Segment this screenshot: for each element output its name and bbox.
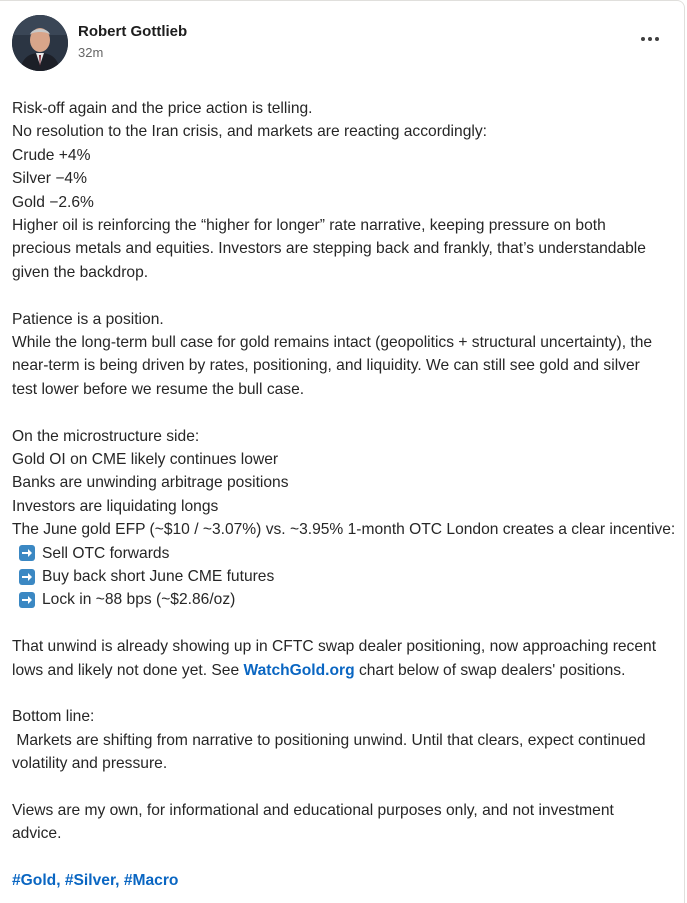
right-arrow-icon: [19, 569, 35, 585]
paragraph-gap: [12, 612, 676, 635]
text-line: given the backdrop.: [12, 263, 149, 281]
hashtag-separator: ,: [115, 872, 124, 890]
text-line: Gold OI on CME likely continues lower: [12, 451, 279, 469]
hashtag-row: [12, 869, 676, 892]
bullet-text: Lock in ~88 bps (~$2.86/oz): [42, 591, 236, 609]
text-line: Silver −4%: [12, 170, 87, 188]
text-line: Markets are shifting from narrative to positioning unwind. Until that clears, expect continued: [12, 731, 646, 749]
dot: [641, 37, 645, 41]
text-line: No resolution to the Iran crisis, and markets are reacting accordingly:: [12, 123, 487, 141]
text-line: While the long-term bull case for gold remains intact (geopolitics + structural uncertainty), the: [12, 334, 653, 352]
dot: [655, 37, 659, 41]
text-line: near-term is being driven by rates, positioning, and liquidity. We can still see gold and silver: [12, 357, 640, 375]
post-header: [12, 15, 672, 73]
text-line: Investors are liquidating longs: [12, 497, 219, 515]
text-line: On the microstructure side:: [12, 427, 200, 445]
more-options-icon[interactable]: [634, 29, 666, 49]
post-timestamp: 32m: [78, 45, 104, 60]
right-arrow-icon: [19, 545, 35, 561]
avatar[interactable]: [12, 15, 68, 71]
text-line: volatility and pressure.: [12, 755, 168, 773]
post-body: [12, 97, 676, 893]
text-line: Higher oil is reinforcing the “higher for longer” rate narrative, keeping pressure on both: [12, 217, 606, 235]
text-line: Crude +4%: [12, 146, 91, 164]
paragraph-gap: [12, 776, 676, 799]
bullet-item: [12, 588, 676, 611]
bullet-text: Buy back short June CME futures: [42, 568, 275, 586]
text-line: test lower before we resume the bull case.: [12, 380, 305, 398]
text-line: That unwind is already showing up in CFTC swap dealer positioning, now approaching recent: [12, 638, 657, 656]
right-arrow-icon: [19, 592, 35, 608]
text-line: advice.: [12, 825, 62, 843]
text-line: Views are my own, for informational and educational purposes only, and not investment: [12, 802, 614, 820]
text-line: Gold −2.6%: [12, 193, 94, 211]
text-line: Bottom line:: [12, 708, 95, 726]
text-line: The June gold EFP (~$10 / ~3.07%) vs. ~3.95% 1-month OTC London creates a clear incentive:: [12, 521, 676, 539]
dot: [648, 37, 652, 41]
bullet-item: [12, 565, 676, 588]
text-line: precious metals and equities. Investors are stepping back and frankly, that’s understandable: [12, 240, 646, 258]
hashtag-separator: ,: [56, 872, 65, 890]
bullet-item: [12, 542, 676, 565]
paragraph-gap: [12, 846, 676, 869]
avatar-photo: [12, 15, 68, 71]
author-name[interactable]: Robert Gottlieb: [78, 23, 188, 40]
hashtag-silver[interactable]: #Silver: [64, 872, 116, 890]
hashtag-macro[interactable]: #Macro: [123, 872, 179, 890]
text-segment: lows and likely not done yet. See: [12, 661, 244, 679]
hashtag-gold[interactable]: #Gold: [12, 872, 57, 890]
text-line: [12, 659, 676, 682]
paragraph-gap: [12, 401, 676, 424]
text-segment: chart below of swap dealers' positions.: [354, 661, 626, 679]
paragraph-gap: [12, 284, 676, 307]
watchgold-link[interactable]: WatchGold.org: [243, 661, 355, 679]
bullet-text: Sell OTC forwards: [42, 544, 170, 562]
paragraph-gap: [12, 682, 676, 705]
text-line: Risk-off again and the price action is telling.: [12, 100, 313, 117]
text-line: Banks are unwinding arbitrage positions: [12, 474, 289, 492]
text-line: Patience is a position.: [12, 310, 164, 328]
